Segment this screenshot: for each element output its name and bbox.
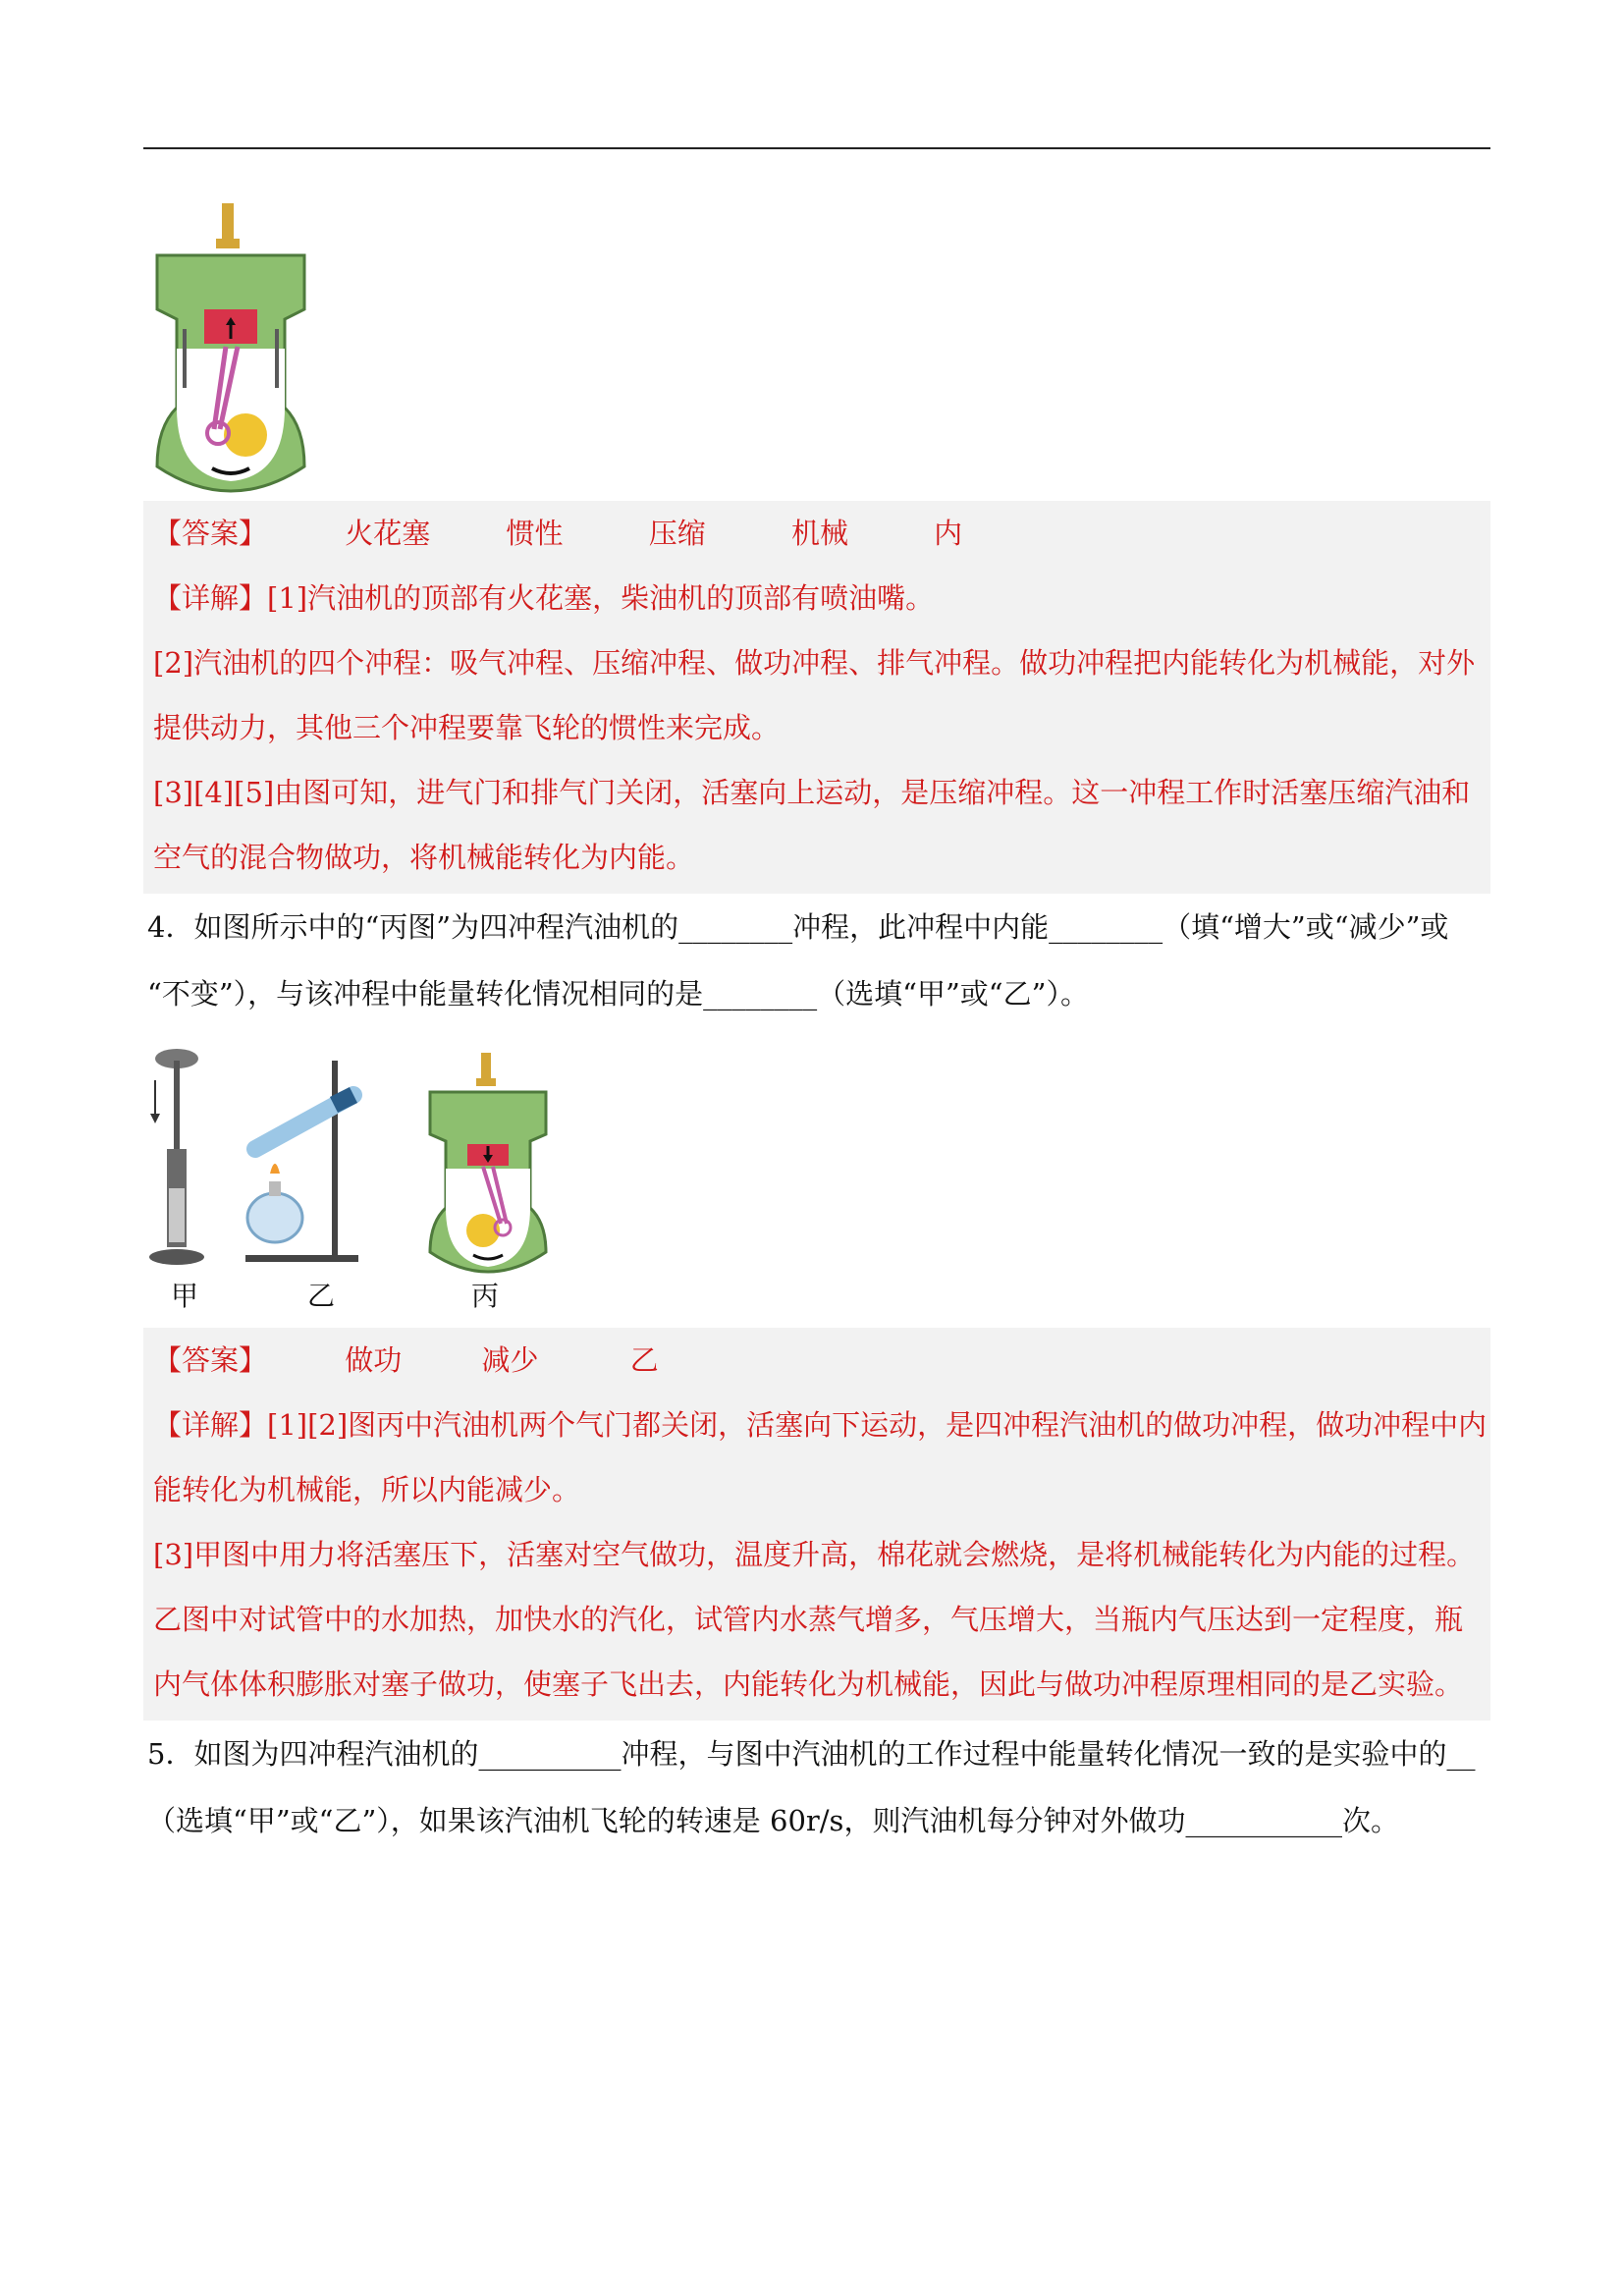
answer-item: 内 [934,517,963,550]
question-line: “不变”），与该冲程中能量转化情况相同的是________（选填“甲”或“乙”）。 [147,977,1089,1011]
question-4 [147,894,1494,1027]
question-line: （选填“甲”或“乙”），如果该汽油机飞轮的转速是 60r/s，则汽油机每分钟对外做功___________次。 [147,1804,1399,1837]
answer-item: 机械 [790,517,848,550]
detail-line: [3][4][5]由图可知，进气门和排气门关闭，活塞向上运动，是压缩冲程。这一冲程工作时活塞压缩汽油和 [153,776,1471,809]
experiment-figure-jia [147,1041,206,1272]
label-yi: 乙 [307,1280,336,1312]
detail-line: 提供动力，其他三个冲程要靠飞轮的惯性来完成。 [153,711,781,744]
answer-item: 压缩 [648,517,706,550]
detail-line: 空气的混合物做功，将机械能转化为内能。 [153,841,695,874]
experiment-figure-yi [236,1056,373,1272]
answer-item: 减少 [481,1343,539,1377]
answer-item: 火花塞 [345,517,431,550]
detail-label: 【详解】 [153,1408,268,1442]
answer-box-1 [143,501,1490,894]
header-rule [143,147,1490,149]
answer-item: 乙 [629,1343,659,1377]
answer-box-2 [143,1328,1490,1721]
question-line: 4．如图所示中的“丙图”为四冲程汽油机的________冲程，此冲程中内能________（填“增大”或“减少”或 [147,910,1449,944]
answer-item: 惯性 [506,517,564,550]
detail-line: [1]汽油机的顶部有火花塞，柴油机的顶部有喷油嘴。 [267,581,935,615]
detail-line: [1][2]图丙中汽油机两个气门都关闭，活塞向下运动，是四冲程汽油机的做功冲程，做功冲程中内 [267,1408,1488,1442]
label-jia: 甲 [171,1280,199,1312]
detail-line: 内气体体积膨胀对塞子做功，使塞子飞出去，内能转化为机械能，因此与做功冲程原理相同的是乙实验。 [153,1667,1464,1701]
answer-label: 【答案】 [153,517,268,550]
detail-line: [2]汽油机的四个冲程：吸气冲程、压缩冲程、做功冲程、排气冲程。做功冲程把内能转化为机械能，对外 [153,646,1476,680]
question-line: 5．如图为四冲程汽油机的__________冲程，与图中汽油机的工作过程中能量转化情况一致的是实验中的__ [147,1737,1476,1771]
answer-item: 做功 [345,1343,403,1377]
answer-label: 【答案】 [153,1343,268,1377]
detail-line: [3]甲图中用力将活塞压下，活塞对空气做功，温度升高，棉花就会燃烧，是将机械能转化为内能的过程。 [153,1538,1476,1571]
label-bing: 丙 [471,1280,500,1312]
question-5 [147,1721,1494,1854]
detail-label: 【详解】 [153,581,268,615]
detail-line: 能转化为机械能，所以内能减少。 [153,1473,581,1506]
engine-compression-figure [147,201,314,496]
engine-power-figure-bing [424,1051,552,1277]
detail-line: 乙图中对试管中的水加热，加快水的汽化，试管内水蒸气增多，气压增大，当瓶内气压达到一定程度，瓶 [153,1603,1464,1636]
